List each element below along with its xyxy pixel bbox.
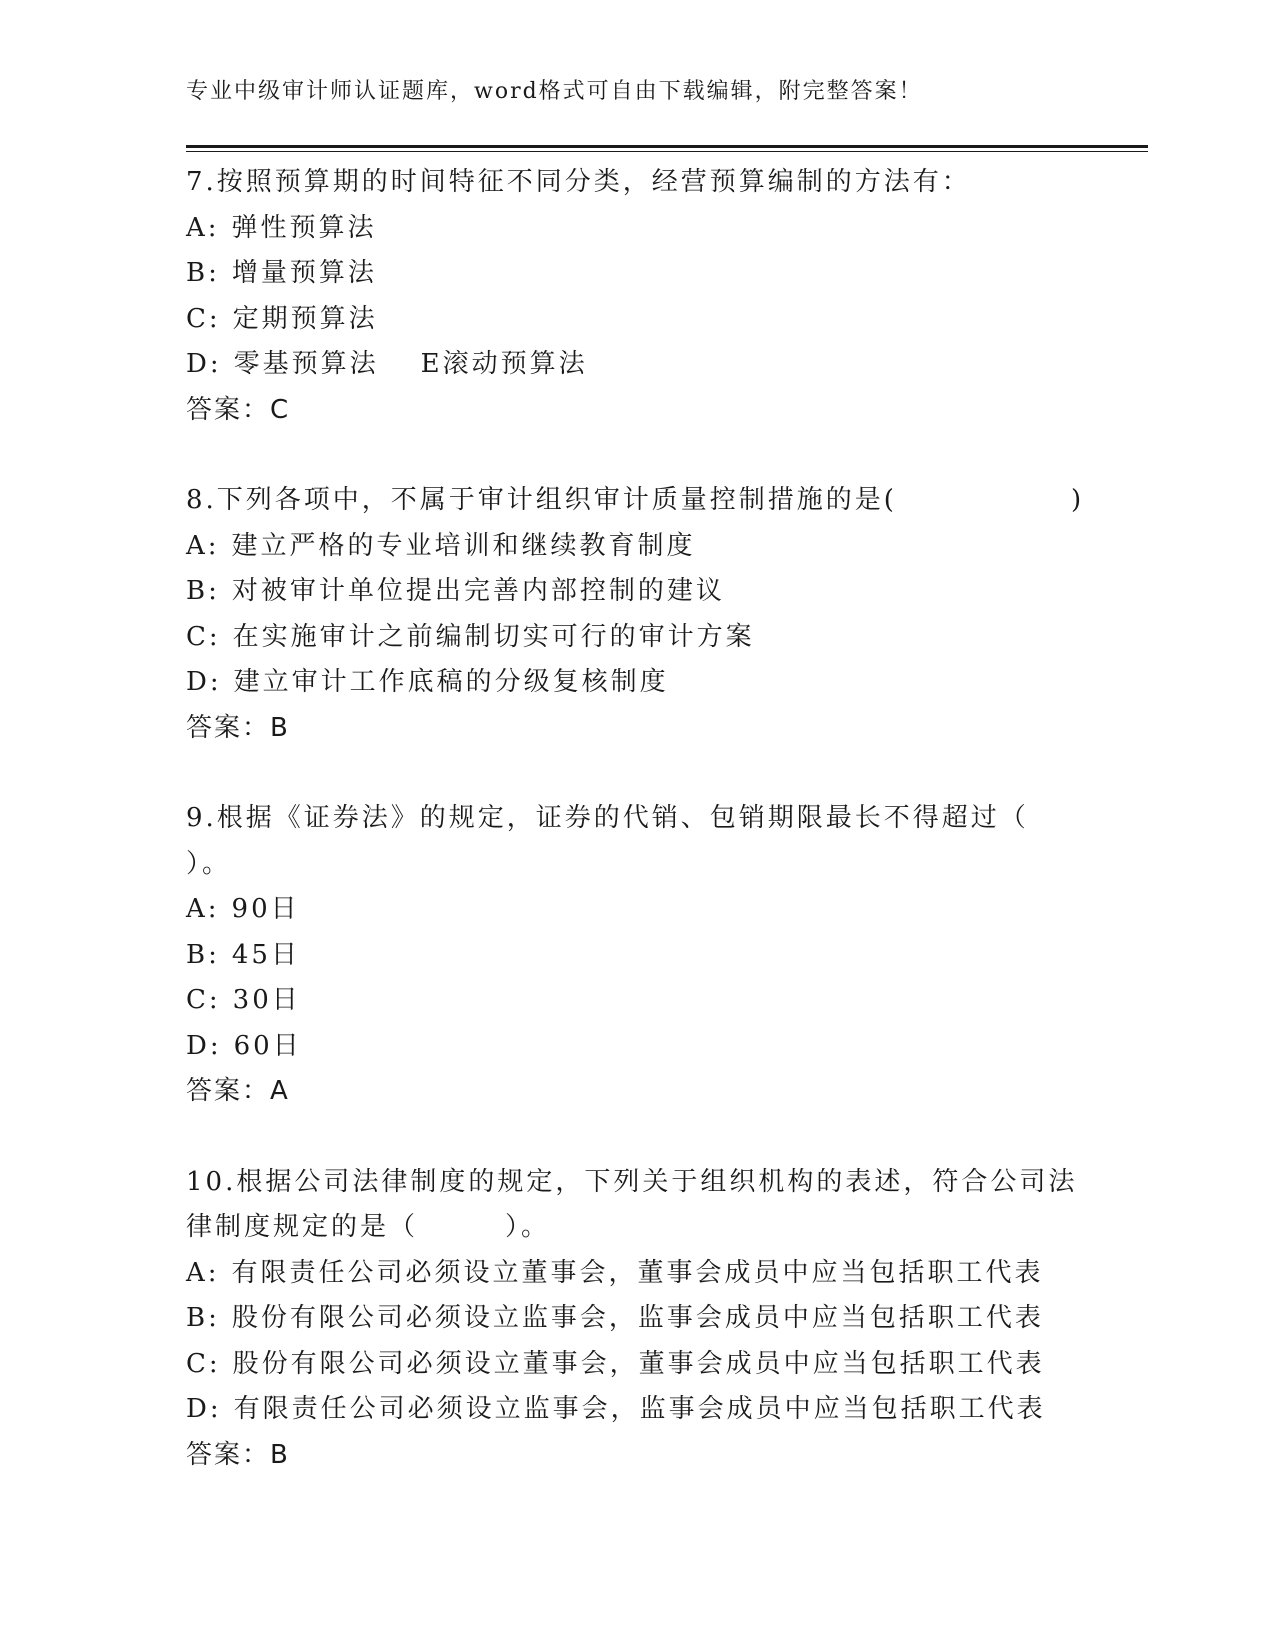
question-4: [186, 1160, 1086, 1479]
question-stem: ）。: [186, 848, 232, 879]
question-stem: 7.按照预算期的时间特征不同分类，经营预算编制的方法有：: [186, 167, 971, 197]
option-letter: A:: [186, 212, 220, 243]
option-row: [186, 660, 1086, 706]
option-letter: C:: [186, 621, 221, 652]
option-row: [186, 1024, 1086, 1070]
answer-line: 答案：B: [186, 1439, 290, 1470]
option-text: 45日: [231, 939, 300, 970]
option-text: 定期预算法: [232, 303, 378, 334]
option-letter: A:: [186, 530, 220, 561]
answer-line: 答案：A: [186, 1076, 290, 1106]
option-row: [186, 1296, 1086, 1342]
page-header: 专业中级审计师认证题库，word格式可自由下载编辑，附完整答案！: [186, 79, 923, 104]
option-letter: A:: [186, 894, 220, 924]
option-row: [186, 1251, 1086, 1297]
option-text: 增量预算法: [231, 258, 377, 288]
option-row: [186, 342, 1086, 388]
question-list: [186, 160, 1086, 1523]
option-row: [186, 251, 1086, 297]
question-stem: 律制度规定的是（ ）。: [186, 1212, 551, 1242]
question-stem: 10.根据公司法律制度的规定，下列关于组织机构的表述，符合公司法: [186, 1166, 1078, 1197]
option-row: [186, 1387, 1086, 1433]
option-row: [186, 524, 1086, 570]
header-rule-thick: [186, 145, 1148, 148]
option-letter: A:: [186, 1257, 220, 1288]
option-text: 90日: [231, 894, 300, 924]
option-letter: B:: [186, 576, 220, 606]
option-letter: D:: [186, 349, 222, 379]
option-text: 有限责任公司必须设立监事会，监事会成员中应当包括职工代表: [233, 1394, 1046, 1424]
option-letter: D:: [186, 1030, 222, 1061]
option-letter: C:: [186, 985, 221, 1015]
option-row: [186, 569, 1086, 615]
option-letter: D:: [186, 1394, 222, 1424]
option-letter: B:: [186, 258, 220, 288]
option-row: [186, 297, 1086, 343]
option-row: [186, 978, 1086, 1024]
option-row: [186, 615, 1086, 661]
option-text: 在实施审计之前编制切实可行的审计方案: [232, 621, 755, 652]
option-row: [186, 1342, 1086, 1388]
option-text: 建立严格的专业培训和继续教育制度: [231, 530, 696, 561]
option-text: 有限责任公司必须设立董事会，董事会成员中应当包括职工代表: [231, 1257, 1044, 1288]
option-letter: B:: [186, 939, 220, 970]
question-stem: 9.根据《证券法》的规定，证券的代销、包销期限最长不得超过（: [186, 803, 1029, 833]
option-text: 股份有限公司必须设立监事会，监事会成员中应当包括职工代表: [231, 1303, 1044, 1333]
option-row: [186, 933, 1086, 979]
option-text: 30日: [232, 985, 301, 1015]
question-stem: 8.下列各项中，不属于审计组织审计质量控制措施的是( ): [186, 485, 1085, 515]
question-2: [186, 478, 1086, 751]
answer-line: 答案：B: [186, 712, 290, 743]
option-text: 建立审计工作底稿的分级复核制度: [233, 667, 669, 697]
option-text: 60日: [233, 1030, 302, 1061]
question-3: [186, 796, 1086, 1115]
option-letter: D:: [186, 667, 222, 697]
option-letter: B:: [186, 1303, 220, 1333]
option-letter: C:: [186, 303, 221, 334]
option-row: [186, 887, 1086, 933]
question-1: [186, 160, 1086, 433]
header-rule-thin: [186, 151, 1148, 152]
option-text: 弹性预算法: [231, 212, 377, 243]
option-text: 对被审计单位提出完善内部控制的建议: [231, 576, 725, 606]
option-text: 零基预算法: [233, 349, 379, 379]
option-letter: C:: [186, 1348, 221, 1379]
option-row: [186, 206, 1086, 252]
answer-line: 答案：C: [186, 394, 291, 425]
option-text: 股份有限公司必须设立董事会，董事会成员中应当包括职工代表: [232, 1348, 1045, 1379]
option-extra-text: E滚动预算法: [420, 349, 588, 379]
